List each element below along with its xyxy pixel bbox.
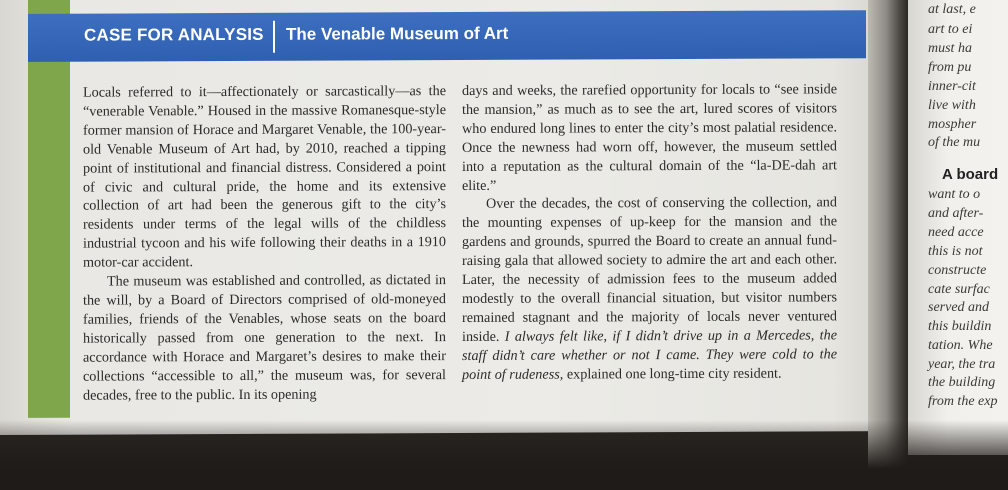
facing-line: this is not: [928, 244, 983, 259]
facing-line: need acce: [928, 225, 984, 240]
facing-heading: A board: [942, 166, 999, 183]
green-margin-bar: [28, 0, 70, 418]
facing-line: at last, e: [928, 2, 976, 17]
facing-line: tation. Whe: [928, 338, 993, 353]
resident-quote: I always felt like, if I didn’t drive up in a Mercedes, the staff didn’t care whether or not I came. They were cold to the point of rudeness,: [462, 327, 838, 383]
paragraph-text: Over the decades, the cost of conserving the collection, and the mounting expenses of up-keep for the mansion and the gardens and grounds, spurred the Board to create an annual fund-raising gala that allowed society to admire the art and each other. Later, the necessity of admission fees to the museum added modestly to the overall financial situation, but visitor numbers remained stagnant and the majority of locals never ventured inside.: [462, 194, 837, 345]
facing-line: must ha: [928, 41, 972, 56]
facing-line: constructe: [928, 263, 987, 278]
facing-line: inner-cit: [928, 79, 976, 94]
facing-line: of the mu: [928, 135, 981, 150]
facing-line: this buildin: [928, 319, 992, 334]
facing-line: art to ei: [928, 22, 973, 37]
case-header-band: [28, 10, 866, 62]
facing-line: year, the tra: [928, 357, 996, 372]
paragraph: Locals referred to it—affectionately or sarcastically—as the “venerable Venable.” Housed in the massive Romanesque-style former mansion of Horace and Margaret Venable, the 100-year-old Venable Museum of Art had, by 2010, reached a tipping point of institutional and financial distress. Considered a point of civic and cultural pride, the home and its extensive collection of art had been the generous gift to the city’s residents under terms of the legal wills of the childless industrial tycoon and his wife following their deaths in a 1910 motor-car accident.: [83, 83, 446, 271]
facing-line: the building: [928, 375, 996, 390]
paragraph: [462, 194, 837, 385]
facing-line: live with: [928, 98, 976, 113]
paragraph: days and weeks, the rarefied opportunity for locals to “see inside the mansion,” as much as to see the art, lured scores of visitors who endured long lines to enter the city’s most palatial residence. Once the newness had worn off, however, the museum settled into a reputation as the cultural domain of the “la-DE-dah art elite.”: [462, 81, 837, 194]
facing-page: [908, 0, 1008, 455]
facing-line: want to o: [928, 187, 981, 202]
header-divider: [273, 21, 275, 53]
book-gutter: [868, 0, 908, 490]
facing-line: and after-: [928, 206, 984, 221]
facing-line: mospher: [928, 117, 977, 132]
right-text-column: [462, 80, 837, 384]
case-title: The Venable Museum of Art: [286, 23, 509, 44]
section-label: CASE FOR ANALYSIS: [84, 24, 264, 45]
facing-line: from the exp: [928, 394, 998, 409]
paragraph-text: explained one long-time city resident.: [563, 365, 782, 383]
left-text-column: [83, 82, 446, 405]
facing-line: from pu: [928, 60, 972, 75]
paragraph: The museum was established and controlled, as dictated in the will, by a Board of Directors comprised of old-moneyed families, friends of the Venables, whose seats on the board historically passed from one generation to the next. In accordance with Horace and Margaret’s desires to make their collections “accessible to all,” the museum was, for several decades, free to the public. In its opening: [83, 272, 446, 404]
facing-line: served and: [928, 300, 990, 315]
facing-line: cate surfac: [928, 282, 990, 297]
